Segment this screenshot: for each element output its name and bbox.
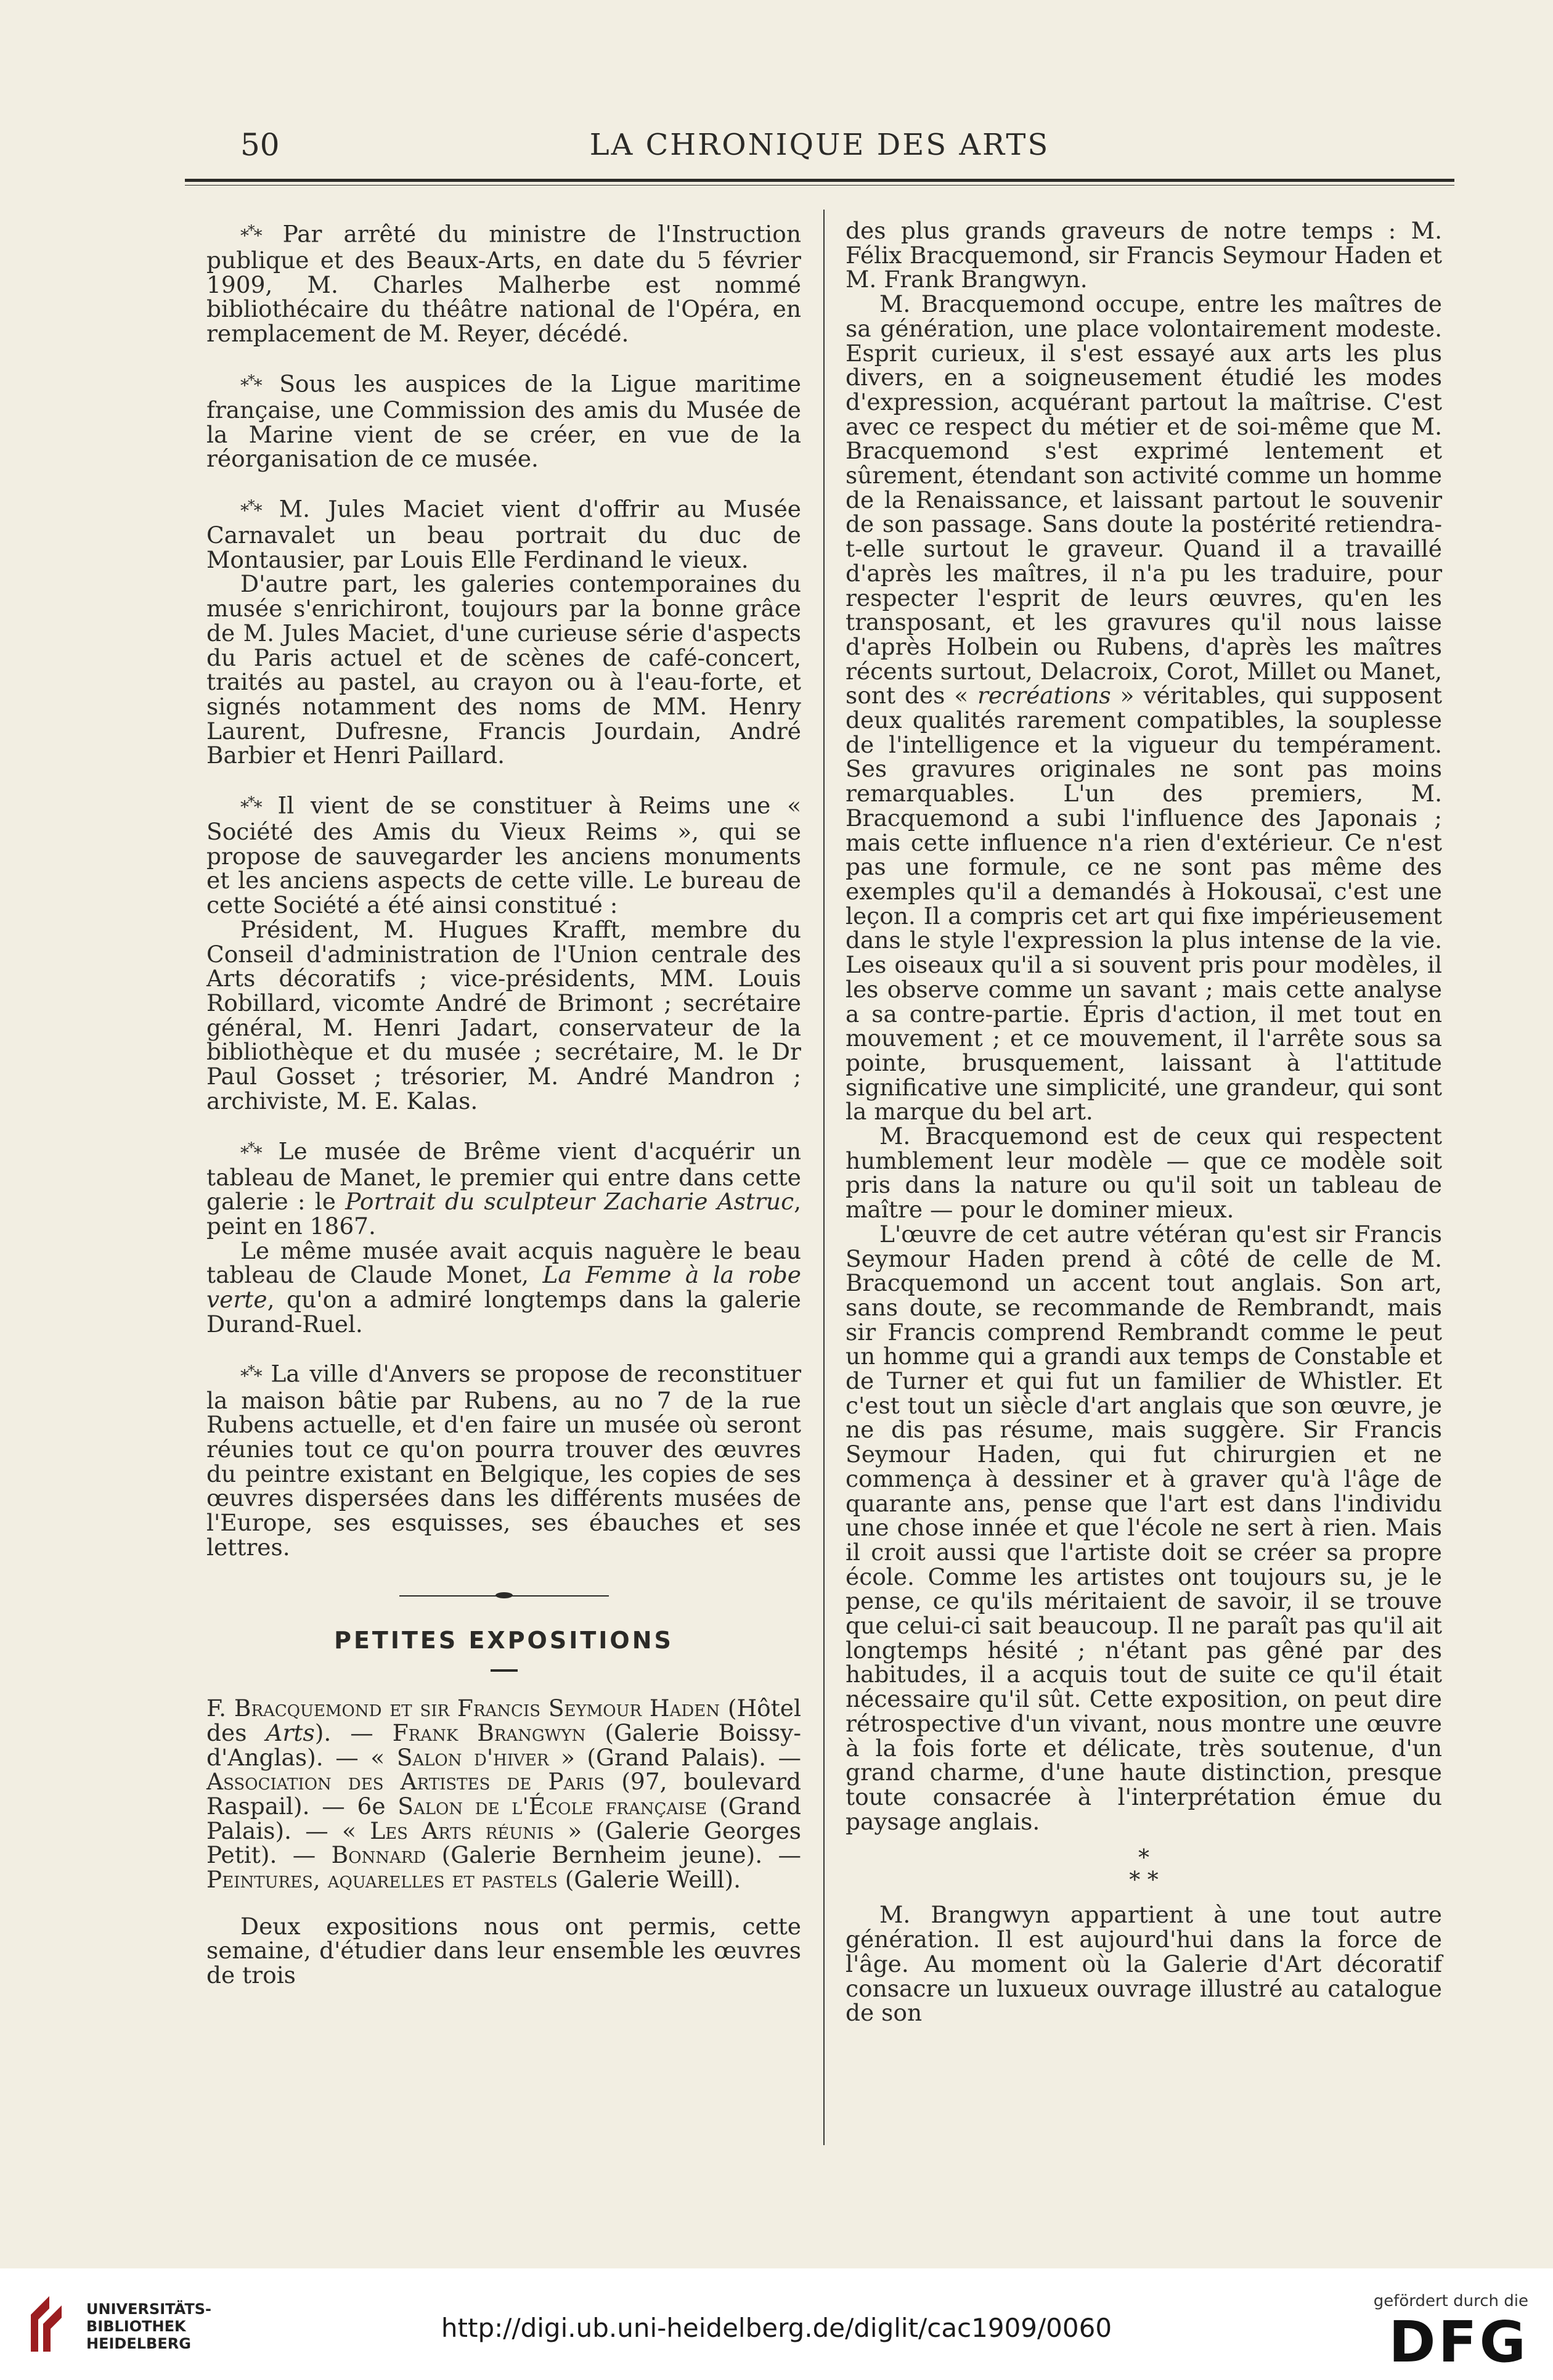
column-divider [823,210,825,2145]
right-column [846,219,1442,2026]
article-bracquemond: M. Bracquemond occupe, entre les maîtres de sa génération, une place volontairement modeste. Esprit curieux, il s'est essayé aux arts les plus divers, en a soigneusement étudié les modes d'expression, acquérant partout la maîtrise. C'est avec ce respect du métier et de soi-même que M. Bracquemond s'est exprimé lentement et sûrement, étendant son activité comme un homme de la Renaissance, et laissant partout le souvenir de son passage. Sans doute la postérité retiendra-t-elle surtout le graveur. Quand il a travaillé d'après les maîtres, il n'a pu les traduire, pour respecter l'esprit de leurs œuvres, qu'en les transposant, et les gravures qu'il nous laisse d'après Holbein ou Rubens, d'après les maîtres récents surtout, Delacroix, Corot, Millet ou Manet, sont des « recréations » véritables, qui supposent deux qualités rarement compatibles, la souplesse de l'intelligence et la vigueur du tempérament. Ses gravures originales ne sont pas moins remarquables. L'un des premiers, M. Bracquemond a subi l'influence des Japonais ; mais cette influence n'a rien d'extérieur. Ce n'est pas une formule, ce ne sont pas même des exemples qu'il a demandés à Hokousaï, c'est une leçon. Il a compris cet art qui fixe impérieusement dans le style l'expression la plus intense de la vie. Les oiseaux qu'il a si souvent pris pour modèles, il les observe comme un savant ; mais cette analyse a sa contre-partie. Épris d'action, il met tout en mouvement ; et ce mouvement, il l'arrête sous sa pointe, brusquement, laissant à l'attitude significative une simplicité, une grandeur, qui sont la marque du bel art. [846,290,1442,1126]
section-dash [491,1669,518,1672]
left-column [206,219,801,1988]
news-item-reims-bureau: Président, M. Hugues Krafft, membre du Conseil d'administration de l'Union centrale des Arts décoratifs ; vice-présidents, MM. Louis Robillard, vicomte André de Brimont ; secrétaire général, M. Henri Jadart, conservateur de la bibliothèque et du musée ; secrétaire, M. le Dr Paul Gosset ; trésorier, M. André Mandron ; archiviste, M. E. Kalas. [206,915,801,1114]
news-item-marine: *** Sous les auspices de la Ligue maritime française, une Commission des amis du Musée de la Marine vient de se créer, en vue de la réorganisation de ce musée. [206,370,801,473]
library-name: UNIVERSITÄTS- BIBLIOTHEK HEIDELBERG [86,2300,212,2352]
running-title: LA CHRONIQUE DES ARTS [589,128,1050,162]
news-item-carnavalet: *** M. Jules Maciet vient d'offrir au Musée Carnavalet un beau portrait du duc de Montausier, par Louis Elle Ferdinand le vieux. [206,495,802,573]
page-number: 50 [240,127,280,163]
page-header [185,123,1454,166]
article-bracquemond-modele: M. Bracquemond est de ceux qui respectent humblement leur modèle — que ce modèle soit pris dans la nature ou qu'il soit un tableau de maître — pour le dominer mieux. [846,1123,1442,1224]
header-rule [185,179,1454,182]
news-item-reims: *** Il vient de se constituer à Reims une « Société des Amis du Vieux Reims », qui se propose de sauvegarder les anciens monuments et les anciens aspects de cette ville. Le bureau de cette Société a été ainsi constitué : [206,791,802,919]
news-item-anvers: *** La ville d'Anvers se propose de reconstituer la maison bâtie par Rubens, au no 7 de la rue Rubens actuelle, et d'en faire un musée où seront réunies tout ce qu'on pourra trouver des œuvres du peintre existant en Belgique, les copies de ses œuvres dispersées dans les différents musées de l'Europe, ses esquisses, ses ébauches et ses lettres. [206,1360,802,1561]
funded-by-label: gefördert durch die [1373,2292,1528,2310]
article-haden: L'œuvre de cet autre vétéran qu'est sir Francis Seymour Haden prend à côté de celle de M. Bracquemond un accent tout anglais. Son art, sans doute, se recommande de Rembrandt, mais sir Francis comprend Rembrandt comme le peut un homme qui a grandi aux temps de Constable et de Turner et qui fut un familier de Whistler. Et c'est tout un siècle d'art anglais que son œuvre, je ne dis pas résume, mais suggère. Sir Francis Seymour Haden, qui fut chirurgien et ne commença à dessiner et à graver qu'à l'âge de quarante ans, pense que l'art est dans l'individu une chose innée et que l'école ne sert à rien. Mais il croit aussi que l'artiste doit se créer sa propre école. Comme les artistes ont toujours su, je le pense, ce qu'ils méritaient de savoir, il se trouve que celui-ci sait beaucoup. Il ne paraît pas qu'il ait longtemps hésité ; n'étant pas gêné par des habitudes, il a acquis tout de suite ce qu'il était nécessaire qu'il sût. Cette exposition, on peut dire rétrospective d'un vivant, nous montre une œuvre à la fois forte et délicate, très soutenue, d'un grand charme, d'une haute distinction, presque toute consacrée à l'interprétation émue du paysage anglais. [846,1220,1442,1835]
asterism-mark: *** [240,1139,261,1163]
asterism-mark: *** [240,793,261,818]
news-item-galeries: D'autre part, les galeries contemporaines du musée s'enrichiront, toujours par la bonne grâce de M. Jules Maciet, d'une curieuse série d'aspects du Paris actuel et de scènes de café-concert, traités au pastel, au crayon ou à l'eau-forte, et signés notamment des noms de MM. Henry Laurent, Dufresne, Francis Jourdain, André Barbier et Henri Paillard. [206,570,801,769]
article-continuation: des plus grands graveurs de notre temps : M. Félix Bracquemond, sir Francis Seymour Haden et M. Frank Brangwyn. [846,217,1442,293]
header-rule-thin [185,185,1454,186]
section-title: PETITES EXPOSITIONS [334,1627,674,1654]
asterism-divider: * * * [1129,1846,1159,1894]
article-intro: Deux expositions nous ont permis, cette semaine, d'étudier dans leur ensemble les œuvres de trois [206,1912,801,1989]
article-brangwyn: M. Brangwyn appartient à une tout autre génération. Il est aujourd'hui dans la force de l'âge. Au moment où la Galerie d'Art décoratif consacre un luxueux ouvrage illustré au catalogue de son [846,1901,1442,2027]
section-separator [399,1592,609,1600]
dfg-logo: DFG [1388,2309,1528,2375]
news-item-monet: Le même musée avait acquis naguère le beau tableau de Claude Monet, La Femme à la robe verte, qu'on a admiré longtemps dans la galerie Durand-Ruel. [206,1237,801,1338]
footer-bar [0,2268,1553,2380]
asterism-mark: *** [240,1362,261,1386]
asterism-mark: *** [240,496,261,521]
asterism-mark: *** [240,222,261,247]
news-item-breme: *** Le musée de Brême vient d'acquérir un tableau de Manet, le premier qui entre dans cette galerie : le Portrait du sculpteur Zacharie Astruc, peint en 1867. [206,1137,802,1240]
news-item-opera: *** Par arrêté du ministre de l'Instruction publique et des Beaux-Arts, en date du 5 février 1909, M. Charles Malherbe est nommé bibliothécaire du théâtre national de l'Opéra, en remplacement de M. Reyer, décédé. [206,220,801,348]
exhibition-listing: F. Bracquemond et sir Francis Seymour Haden (Hôtel des Arts). — Frank Brangwyn (Galerie Boissy-d'Anglas). — « Salon d'hiver » (Grand Palais). — Association des Artistes de Paris (97, boulevard Raspail). — 6e Salon de l'École française (Grand Palais). — « Les Arts réunis » (Galerie Georges Petit). — Bonnard (Galerie Bernheim jeune). — Peintures, aquarelles et pastels (Galerie Weill). [206,1695,802,1894]
digital-url-link[interactable]: http://digi.ub.uni-heidelberg.de/diglit/cac1909/0060 [441,2313,1112,2343]
asterism-mark: *** [240,371,261,396]
